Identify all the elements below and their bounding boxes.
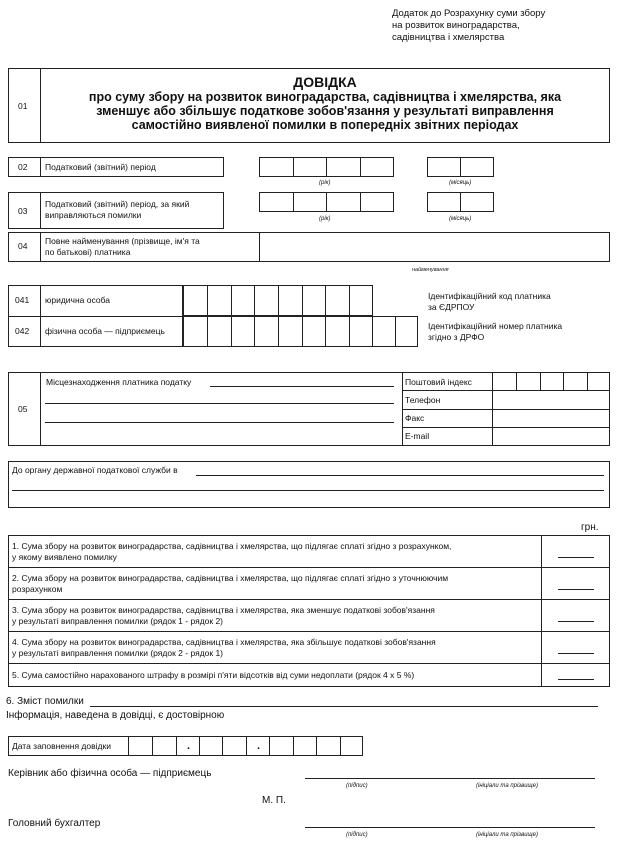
title-line-2: зменшує або збільшує податкове зобов'язання у результаті виправлення	[96, 104, 554, 118]
row-3-amount[interactable]	[558, 621, 594, 622]
edrpou-label-1: Ідентифікаційний код платника	[428, 291, 551, 301]
entity-code: 041	[15, 295, 30, 305]
phone-label: Телефон	[405, 395, 441, 405]
location-code: 05	[18, 404, 28, 414]
reliable-statement: Інформація, наведена в довідці, є достовірною	[6, 710, 225, 721]
entity-label: юридична особа	[45, 295, 110, 305]
accountant-label: Головний бухгалтер	[8, 818, 101, 829]
row-1-amount[interactable]	[558, 557, 594, 558]
header-note	[392, 8, 545, 44]
drfo-label	[428, 321, 562, 343]
row-3-label	[12, 605, 538, 627]
director-signature-line[interactable]	[305, 778, 595, 779]
row-1-label	[12, 541, 538, 563]
email-input[interactable]	[493, 428, 609, 445]
corrected-period-code: 03	[18, 206, 28, 216]
fax-label: Факс	[405, 413, 425, 423]
accountant-name-caption: (ініціали та прізвище)	[476, 832, 538, 838]
row-3-line-2: у результаті виправлення помилки (рядок 1 - рядок 2)	[12, 616, 224, 626]
entrepreneur-label: фізична особа — підприємець	[45, 326, 165, 336]
period-month-caption: (місяць)	[449, 180, 472, 186]
corrected-period-label	[45, 199, 189, 221]
accountant-sign-caption: (підпис)	[346, 832, 368, 838]
edrpou-label-2: за ЄДРПОУ	[428, 302, 475, 312]
payer-name-label-2: по батькові) платника	[45, 247, 131, 257]
accountant-signature-line[interactable]	[305, 827, 595, 828]
corrected-year-caption: (рік)	[319, 216, 331, 222]
row-5-amount[interactable]	[558, 679, 594, 680]
corrected-month-caption: (місяць)	[449, 216, 472, 222]
director-label: Керівник або фізична особа — підприємець	[8, 768, 212, 779]
header-note-line-3: садівництва і хмелярства	[392, 32, 505, 43]
drfo-label-2: згідно з ДРФО	[428, 332, 485, 342]
postal-code-input[interactable]	[493, 373, 609, 389]
row-3-line-1: 3. Сума збору на розвиток виноградарства, садівництва і хмелярства, яка зменшує податкові зобов'язання	[12, 605, 435, 615]
error-content-input[interactable]	[90, 706, 598, 707]
fill-date-input[interactable]	[129, 737, 362, 755]
error-content-label: 6. Зміст помилки	[6, 696, 84, 707]
payer-name-code: 04	[18, 241, 28, 251]
period-code: 02	[18, 162, 28, 172]
director-name-caption: (ініціали та прізвище)	[476, 783, 538, 789]
row-4-amount[interactable]	[558, 653, 594, 654]
postal-label: Поштовий індекс	[405, 377, 472, 387]
row-4-line-2: у результаті виправлення помилки (рядок 2 - рядок 1)	[12, 648, 224, 658]
row-4-label	[12, 637, 538, 659]
document-title	[42, 74, 608, 132]
email-label: E-mail	[405, 431, 430, 441]
row-2-line-2: розрахунком	[12, 584, 63, 594]
row-1-line-2: у якому виявлено помилку	[12, 552, 117, 562]
stamp-label: М. П.	[262, 795, 286, 806]
title-code: 01	[18, 101, 28, 111]
fax-input[interactable]	[493, 410, 609, 426]
payer-name-caption: найменування	[412, 267, 449, 273]
payer-name-label	[45, 236, 200, 258]
location-input[interactable]	[45, 388, 394, 436]
row-2-line-1: 2. Сума збору на розвиток виноградарства, садівництва і хмелярства, що підлягає сплаті згідно з уточнюючим	[12, 573, 449, 583]
period-year-caption: (рік)	[319, 180, 331, 186]
corrected-period-label-2: виправляються помилки	[45, 210, 142, 220]
location-label: Місцезнаходження платника податку	[46, 377, 192, 387]
drfo-code-input[interactable]	[183, 316, 418, 347]
entrepreneur-code: 042	[15, 326, 30, 336]
header-note-line-1: Додаток до Розрахунку суми збору	[392, 8, 546, 19]
edrpou-label	[428, 291, 551, 313]
director-sign-caption: (підпис)	[346, 783, 368, 789]
row-1-line-1: 1. Сума збору на розвиток виноградарства, садівництва і хмелярства, що підлягає сплаті згідно з розрахунком,	[12, 541, 452, 551]
period-label: Податковий (звітний) період	[45, 162, 156, 172]
tax-office-input[interactable]	[196, 463, 604, 503]
fill-date-label: Дата заповнення довідки	[12, 741, 111, 751]
phone-input[interactable]	[493, 391, 609, 408]
tax-office-label: До органу державної податкової служби в	[12, 465, 178, 475]
payer-name-input[interactable]	[261, 234, 608, 260]
title-line-1: про суму збору на розвиток виноградарства, садівництва і хмелярства, яка	[88, 90, 562, 104]
currency-label: грн.	[581, 522, 599, 533]
title-line-3: самостійно виявленої помилки в попередніх звітних періодах	[131, 118, 519, 132]
corrected-period-label-1: Податковий (звітний) період, за який	[45, 199, 190, 209]
payer-name-label-1: Повне найменування (прізвище, ім'я та	[45, 236, 200, 246]
row-4-line-1: 4. Сума збору на розвиток виноградарства, садівництва і хмелярства, яка збільшує податкові зобов'язання	[12, 637, 436, 647]
row-2-label	[12, 573, 538, 595]
row-2-amount[interactable]	[558, 589, 594, 590]
drfo-label-1: Ідентифікаційний номер платника	[428, 321, 563, 331]
header-note-line-2: на розвиток виноградарства,	[392, 20, 520, 31]
title-main: ДОВІДКА	[293, 74, 357, 90]
row-5-label: 5. Сума самостійно нарахованого штрафу в розмірі п'яти відсотків від суми недоплати (рядок 4 x 5 %)	[12, 670, 415, 680]
